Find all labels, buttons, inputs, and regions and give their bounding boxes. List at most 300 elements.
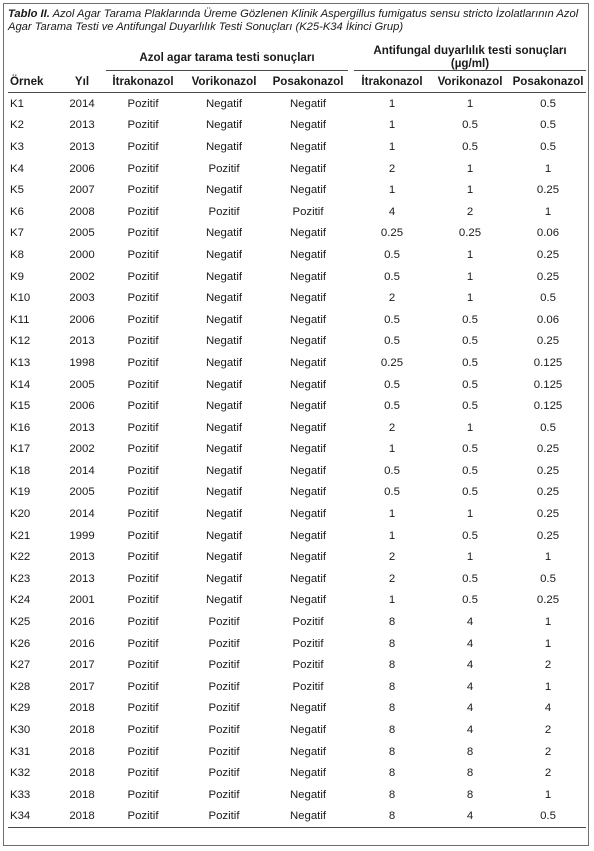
cell-mic-vorikonazol: 4: [466, 659, 474, 672]
cell-yil: 2014: [69, 464, 95, 477]
cell-mic-vorikonazol: 0.5: [462, 594, 478, 607]
cell-yil: 2002: [69, 443, 95, 456]
cell-screen-posakonazol: Pozitif: [292, 616, 324, 629]
cell-yil: 2017: [69, 659, 95, 672]
cell-yil: 2013: [69, 335, 95, 348]
cell-mic-vorikonazol: 1: [466, 97, 474, 110]
cell-screen-itrakonazol: Pozitif: [127, 616, 159, 629]
cell-mic-vorikonazol: 0.5: [462, 400, 478, 413]
cell-mic-vorikonazol: 8: [466, 745, 474, 758]
cell-mic-itrakonazol: 8: [388, 788, 396, 801]
cell-mic-itrakonazol: 1: [388, 184, 396, 197]
cell-screen-vorikonazol: Negatif: [205, 227, 243, 240]
cell-mic-posakonazol: 1: [544, 637, 552, 650]
cell-screen-posakonazol: Negatif: [289, 227, 327, 240]
cell-ornek: K22: [10, 551, 31, 564]
cell-mic-posakonazol: 0.5: [540, 421, 556, 434]
cell-mic-itrakonazol: 0.25: [380, 356, 404, 369]
cell-screen-itrakonazol: Pozitif: [127, 97, 159, 110]
cell-mic-vorikonazol: 4: [466, 637, 474, 650]
cell-screen-posakonazol: Negatif: [289, 551, 327, 564]
cell-screen-vorikonazol: Pozitif: [208, 205, 240, 218]
cell-ornek: K27: [10, 659, 31, 672]
table-row: [8, 698, 586, 720]
cell-mic-posakonazol: 1: [544, 162, 552, 175]
cell-yil: 2001: [69, 594, 95, 607]
column-header-mic-itrakonazol: İtrakonazol: [354, 71, 430, 93]
cell-mic-vorikonazol: 0.5: [462, 486, 478, 499]
cell-mic-itrakonazol: 1: [388, 443, 396, 456]
table-row: [8, 460, 586, 482]
cell-yil: 2016: [69, 637, 95, 650]
cell-ornek: K18: [10, 464, 31, 477]
cell-ornek: K13: [10, 356, 31, 369]
cell-ornek: K4: [10, 162, 24, 175]
cell-mic-vorikonazol: 0.5: [462, 119, 478, 132]
cell-mic-posakonazol: 1: [544, 680, 552, 693]
cell-yil: 2014: [69, 97, 95, 110]
cell-ornek: K1: [10, 97, 24, 110]
cell-mic-posakonazol: 0.5: [540, 292, 556, 305]
cell-screen-vorikonazol: Negatif: [205, 378, 243, 391]
cell-mic-itrakonazol: 8: [354, 806, 430, 828]
cell-screen-itrakonazol: Pozitif: [106, 806, 180, 828]
cell-yil: 2005: [69, 486, 95, 499]
cell-ornek: K34: [8, 806, 58, 828]
cell-screen-vorikonazol: Pozitif: [208, 724, 240, 737]
cell-ornek: K20: [10, 508, 31, 521]
cell-mic-itrakonazol: 1: [388, 119, 396, 132]
cell-screen-posakonazol: Negatif: [289, 464, 327, 477]
cell-screen-itrakonazol: Pozitif: [127, 443, 159, 456]
cell-mic-itrakonazol: 2: [388, 421, 396, 434]
cell-screen-itrakonazol: Pozitif: [127, 702, 159, 715]
cell-screen-itrakonazol: Pozitif: [127, 335, 159, 348]
cell-screen-itrakonazol: Pozitif: [127, 378, 159, 391]
table-row: [8, 719, 586, 741]
table-row: [8, 93, 586, 115]
table-row: [8, 158, 586, 180]
cell-yil: 2013: [69, 119, 95, 132]
cell-ornek: K11: [10, 313, 30, 326]
cell-mic-posakonazol: 4: [544, 702, 552, 715]
cell-ornek: K15: [10, 400, 31, 413]
cell-screen-vorikonazol: Negatif: [205, 292, 243, 305]
cell-screen-posakonazol: Negatif: [289, 508, 327, 521]
cell-mic-posakonazol: 2: [544, 659, 552, 672]
cell-mic-vorikonazol: 0.5: [462, 529, 478, 542]
cell-yil: 2018: [69, 702, 95, 715]
cell-screen-posakonazol: Negatif: [289, 140, 327, 153]
cell-mic-posakonazol: 0.5: [540, 140, 556, 153]
cell-screen-itrakonazol: Pozitif: [127, 140, 159, 153]
cell-mic-vorikonazol: 4: [466, 724, 474, 737]
cell-screen-itrakonazol: Pozitif: [127, 421, 159, 434]
cell-yil: 2014: [69, 508, 95, 521]
cell-mic-vorikonazol: 1: [466, 551, 474, 564]
table-row: [8, 223, 586, 245]
cell-yil: 2017: [69, 680, 95, 693]
cell-mic-posakonazol: 0.25: [536, 270, 560, 283]
cell-mic-vorikonazol: 8: [466, 788, 474, 801]
cell-yil: 2000: [69, 248, 95, 261]
cell-mic-itrakonazol: 0.5: [384, 313, 400, 326]
cell-screen-posakonazol: Negatif: [289, 184, 327, 197]
cell-mic-posakonazol: 0.25: [536, 529, 560, 542]
cell-yil: 2018: [58, 806, 106, 828]
cell-screen-vorikonazol: Negatif: [205, 97, 243, 110]
cell-screen-posakonazol: Negatif: [289, 119, 327, 132]
cell-screen-itrakonazol: Pozitif: [127, 767, 159, 780]
cell-mic-vorikonazol: 0.5: [462, 140, 478, 153]
cell-mic-posakonazol: 1: [544, 616, 552, 629]
cell-mic-itrakonazol: 8: [388, 637, 396, 650]
table-row: [8, 395, 586, 417]
cell-mic-itrakonazol: 1: [388, 140, 396, 153]
column-header-mic-vorikonazol: Vorikonazol: [430, 71, 510, 93]
cell-mic-posakonazol: 0.25: [536, 594, 560, 607]
cell-yil: 2018: [69, 767, 95, 780]
table-row: [8, 201, 586, 223]
cell-mic-vorikonazol: 4: [466, 702, 474, 715]
table-row: [8, 331, 586, 353]
cell-screen-itrakonazol: Pozitif: [127, 745, 159, 758]
cell-yil: 2006: [69, 400, 95, 413]
cell-screen-posakonazol: Negatif: [289, 378, 327, 391]
cell-mic-itrakonazol: 0.5: [384, 335, 400, 348]
cell-ornek: K2: [10, 119, 24, 132]
cell-yil: 2013: [69, 421, 95, 434]
table-row: [8, 611, 586, 633]
cell-mic-vorikonazol: 0.25: [458, 227, 482, 240]
cell-screen-vorikonazol: Pozitif: [180, 806, 268, 828]
cell-mic-vorikonazol: 1: [466, 270, 474, 283]
cell-screen-vorikonazol: Negatif: [205, 270, 243, 283]
cell-mic-posakonazol: 0.25: [536, 508, 560, 521]
cell-screen-vorikonazol: Negatif: [205, 184, 243, 197]
cell-ornek: K10: [10, 292, 31, 305]
cell-screen-posakonazol: Negatif: [289, 767, 327, 780]
cell-screen-itrakonazol: Pozitif: [127, 464, 159, 477]
table-row: [8, 439, 586, 461]
cell-mic-vorikonazol: 1: [466, 508, 474, 521]
cell-mic-itrakonazol: 8: [388, 659, 396, 672]
column-header-mic-posakonazol: Posakonazol: [510, 71, 586, 93]
cell-ornek: K3: [10, 140, 24, 153]
cell-yil: 2005: [69, 227, 95, 240]
cell-mic-vorikonazol: 1: [466, 184, 474, 197]
cell-mic-itrakonazol: 8: [388, 616, 396, 629]
cell-screen-vorikonazol: Negatif: [205, 119, 243, 132]
cell-mic-posakonazol: 0.125: [533, 356, 563, 369]
cell-mic-posakonazol: 0.25: [536, 248, 560, 261]
cell-yil: 2005: [69, 378, 95, 391]
table-row: [8, 568, 586, 590]
cell-ornek: K21: [10, 529, 31, 542]
cell-screen-posakonazol: Negatif: [289, 248, 327, 261]
cell-screen-posakonazol: Negatif: [289, 443, 327, 456]
cell-screen-itrakonazol: Pozitif: [127, 529, 159, 542]
cell-ornek: K23: [10, 572, 31, 585]
cell-yil: 2006: [69, 162, 95, 175]
cell-mic-itrakonazol: 1: [388, 97, 396, 110]
cell-screen-vorikonazol: Pozitif: [208, 659, 240, 672]
cell-screen-vorikonazol: Negatif: [205, 529, 243, 542]
cell-screen-posakonazol: Negatif: [289, 724, 327, 737]
cell-mic-itrakonazol: 1: [388, 594, 396, 607]
cell-yil: 2008: [69, 205, 95, 218]
cell-screen-vorikonazol: Pozitif: [208, 616, 240, 629]
table-row: [8, 417, 586, 439]
column-header-screen-posakonazol: Posakonazol: [268, 71, 348, 93]
cell-screen-itrakonazol: Pozitif: [127, 637, 159, 650]
cell-mic-vorikonazol: 8: [466, 767, 474, 780]
cell-screen-itrakonazol: Pozitif: [127, 572, 159, 585]
cell-screen-itrakonazol: Pozitif: [127, 594, 159, 607]
cell-screen-posakonazol: Negatif: [289, 400, 327, 413]
cell-mic-itrakonazol: 8: [388, 767, 396, 780]
cell-screen-posakonazol: Negatif: [289, 356, 327, 369]
cell-screen-itrakonazol: Pozitif: [127, 162, 159, 175]
cell-screen-posakonazol: Negatif: [289, 702, 327, 715]
cell-screen-itrakonazol: Pozitif: [127, 119, 159, 132]
cell-ornek: K16: [10, 421, 31, 434]
results-table: [8, 44, 586, 828]
cell-screen-vorikonazol: Negatif: [205, 464, 243, 477]
cell-screen-vorikonazol: Negatif: [205, 400, 243, 413]
table-row: [8, 654, 586, 676]
cell-screen-posakonazol: Negatif: [289, 162, 327, 175]
cell-yil: 2007: [69, 184, 95, 197]
cell-mic-itrakonazol: 1: [388, 529, 396, 542]
group-header-row: [8, 44, 586, 71]
cell-ornek: K9: [10, 270, 24, 283]
cell-screen-vorikonazol: Negatif: [205, 486, 243, 499]
cell-screen-posakonazol: Pozitif: [292, 205, 324, 218]
cell-screen-itrakonazol: Pozitif: [127, 292, 159, 305]
cell-screen-vorikonazol: Pozitif: [208, 788, 240, 801]
cell-yil: 2006: [69, 313, 95, 326]
cell-mic-posakonazol: 0.25: [536, 443, 560, 456]
cell-yil: 2013: [69, 551, 95, 564]
cell-mic-itrakonazol: 2: [388, 292, 396, 305]
table-row: [8, 482, 586, 504]
cell-screen-vorikonazol: Negatif: [205, 335, 243, 348]
cell-mic-vorikonazol: 4: [430, 806, 510, 828]
cell-ornek: K7: [10, 227, 24, 240]
cell-ornek: K24: [10, 594, 31, 607]
cell-mic-itrakonazol: 8: [388, 702, 396, 715]
cell-mic-posakonazol: 0.06: [536, 313, 560, 326]
cell-screen-vorikonazol: Pozitif: [208, 745, 240, 758]
column-header-ornek: Örnek: [8, 71, 58, 93]
cell-screen-itrakonazol: Pozitif: [127, 227, 159, 240]
table-row: [8, 266, 586, 288]
cell-mic-itrakonazol: 0.5: [384, 270, 400, 283]
cell-mic-vorikonazol: 4: [466, 680, 474, 693]
cell-mic-posakonazol: 1: [544, 551, 552, 564]
cell-mic-itrakonazol: 2: [388, 572, 396, 585]
table-row: [8, 352, 586, 374]
cell-screen-posakonazol: Negatif: [289, 572, 327, 585]
cell-screen-itrakonazol: Pozitif: [127, 659, 159, 672]
cell-yil: 1999: [69, 529, 95, 542]
cell-ornek: K8: [10, 248, 24, 261]
table-row: [8, 546, 586, 568]
cell-screen-itrakonazol: Pozitif: [127, 486, 159, 499]
cell-screen-vorikonazol: Negatif: [205, 508, 243, 521]
cell-mic-vorikonazol: 0.5: [462, 443, 478, 456]
caption-label: Tablo II.: [8, 8, 50, 20]
cell-screen-posakonazol: Negatif: [289, 335, 327, 348]
cell-mic-posakonazol: 2: [544, 745, 552, 758]
cell-mic-vorikonazol: 1: [466, 421, 474, 434]
cell-yil: 2016: [69, 616, 95, 629]
cell-mic-posakonazol: 2: [544, 767, 552, 780]
cell-ornek: K14: [10, 378, 31, 391]
table-row: [8, 309, 586, 331]
cell-ornek: K17: [10, 443, 31, 456]
cell-mic-vorikonazol: 0.5: [462, 464, 478, 477]
cell-mic-itrakonazol: 4: [388, 205, 396, 218]
cell-screen-posakonazol: Negatif: [268, 806, 348, 828]
cell-ornek: K30: [10, 724, 31, 737]
cell-mic-itrakonazol: 8: [388, 724, 396, 737]
cell-screen-itrakonazol: Pozitif: [127, 248, 159, 261]
cell-mic-itrakonazol: 0.5: [384, 400, 400, 413]
cell-mic-vorikonazol: 0.5: [462, 313, 478, 326]
cell-mic-vorikonazol: 0.5: [462, 356, 478, 369]
cell-mic-vorikonazol: 1: [466, 248, 474, 261]
column-header-screen-itrakonazol: İtrakonazol: [106, 71, 180, 93]
table-row: [8, 503, 586, 525]
cell-mic-vorikonazol: 1: [466, 292, 474, 305]
cell-yil: 2003: [69, 292, 95, 305]
cell-screen-vorikonazol: Negatif: [205, 421, 243, 434]
cell-screen-itrakonazol: Pozitif: [127, 788, 159, 801]
table-row: [8, 633, 586, 655]
cell-mic-posakonazol: 1: [544, 788, 552, 801]
cell-screen-vorikonazol: Pozitif: [208, 702, 240, 715]
cell-screen-itrakonazol: Pozitif: [127, 508, 159, 521]
cell-mic-itrakonazol: 0.5: [384, 464, 400, 477]
cell-yil: 1998: [69, 356, 95, 369]
column-header-screen-vorikonazol: Vorikonazol: [180, 71, 268, 93]
cell-mic-itrakonazol: 2: [388, 551, 396, 564]
cell-screen-posakonazol: Negatif: [289, 270, 327, 283]
cell-screen-posakonazol: Negatif: [289, 97, 327, 110]
cell-screen-posakonazol: Pozitif: [292, 659, 324, 672]
table-row: [8, 762, 586, 784]
table-row: [8, 287, 586, 309]
cell-yil: 2013: [69, 140, 95, 153]
cell-ornek: K5: [10, 184, 24, 197]
cell-screen-itrakonazol: Pozitif: [127, 270, 159, 283]
cell-mic-itrakonazol: 8: [388, 680, 396, 693]
table-row: [8, 525, 586, 547]
table-row: [8, 806, 586, 828]
cell-mic-posakonazol: 0.5: [510, 806, 586, 828]
cell-screen-posakonazol: Negatif: [289, 529, 327, 542]
cell-screen-vorikonazol: Negatif: [205, 572, 243, 585]
cell-screen-vorikonazol: Pozitif: [208, 767, 240, 780]
cell-mic-posakonazol: 0.25: [536, 184, 560, 197]
table-row: [8, 676, 586, 698]
cell-ornek: K19: [10, 486, 31, 499]
cell-screen-vorikonazol: Negatif: [205, 140, 243, 153]
cell-ornek: K31: [10, 745, 31, 758]
cell-mic-itrakonazol: 0.5: [384, 378, 400, 391]
cell-screen-posakonazol: Negatif: [289, 745, 327, 758]
column-header-yil: Yıl: [58, 71, 106, 93]
cell-yil: 2018: [69, 724, 95, 737]
cell-ornek: K25: [10, 616, 31, 629]
cell-screen-posakonazol: Pozitif: [292, 680, 324, 693]
cell-mic-itrakonazol: 8: [388, 745, 396, 758]
cell-screen-vorikonazol: Negatif: [205, 443, 243, 456]
cell-mic-itrakonazol: 0.5: [384, 248, 400, 261]
cell-mic-posakonazol: 0.25: [536, 486, 560, 499]
cell-screen-posakonazol: Negatif: [289, 594, 327, 607]
table-row: [8, 244, 586, 266]
cell-mic-posakonazol: 0.5: [540, 97, 556, 110]
table-row: [8, 374, 586, 396]
cell-ornek: K12: [10, 335, 31, 348]
cell-screen-vorikonazol: Pozitif: [208, 637, 240, 650]
cell-screen-itrakonazol: Pozitif: [127, 680, 159, 693]
cell-mic-posakonazol: 0.125: [533, 400, 563, 413]
cell-mic-posakonazol: 2: [544, 724, 552, 737]
cell-mic-posakonazol: 0.5: [540, 119, 556, 132]
cell-screen-itrakonazol: Pozitif: [127, 356, 159, 369]
cell-mic-itrakonazol: 1: [388, 508, 396, 521]
cell-mic-itrakonazol: 2: [388, 162, 396, 175]
table-row: [8, 590, 586, 612]
cell-screen-vorikonazol: Pozitif: [208, 680, 240, 693]
cell-ornek: K6: [10, 205, 24, 218]
cell-screen-vorikonazol: Negatif: [205, 356, 243, 369]
cell-ornek: K32: [10, 767, 31, 780]
table-row: [8, 784, 586, 806]
cell-mic-vorikonazol: 0.5: [462, 572, 478, 585]
table-caption: [8, 8, 586, 34]
cell-mic-posakonazol: 0.25: [536, 335, 560, 348]
cell-screen-itrakonazol: Pozitif: [127, 551, 159, 564]
cell-screen-posakonazol: Pozitif: [292, 637, 324, 650]
cell-screen-posakonazol: Negatif: [289, 486, 327, 499]
cell-screen-posakonazol: Negatif: [289, 292, 327, 305]
cell-screen-itrakonazol: Pozitif: [127, 724, 159, 737]
cell-mic-itrakonazol: 0.25: [380, 227, 404, 240]
cell-screen-vorikonazol: Negatif: [205, 551, 243, 564]
cell-mic-itrakonazol: 0.5: [384, 486, 400, 499]
cell-mic-posakonazol: 1: [544, 205, 552, 218]
cell-screen-itrakonazol: Pozitif: [127, 205, 159, 218]
cell-screen-itrakonazol: Pozitif: [127, 313, 159, 326]
caption-text: Azol Agar Tarama Plaklarında Üreme Gözlenen Klinik Aspergillus fumigatus sensu stricto İzolatlarının Azol Agar Tarama Testi ve Antifungal Duyarlılık Testi Sonuçları (K25-K34 İkinci Grup): [8, 8, 579, 33]
cell-ornek: K29: [10, 702, 31, 715]
cell-mic-vorikonazol: 4: [466, 616, 474, 629]
cell-screen-posakonazol: Negatif: [289, 313, 327, 326]
table-row: [8, 741, 586, 763]
table-row: [8, 179, 586, 201]
table-row: [8, 136, 586, 158]
cell-mic-posakonazol: 0.5: [540, 572, 556, 585]
group-header-susceptibility: Antifungal duyarlılık testi sonuçları (µg/ml): [354, 44, 586, 71]
table-body: [8, 93, 586, 828]
cell-mic-vorikonazol: 2: [466, 205, 474, 218]
cell-screen-vorikonazol: Negatif: [205, 594, 243, 607]
